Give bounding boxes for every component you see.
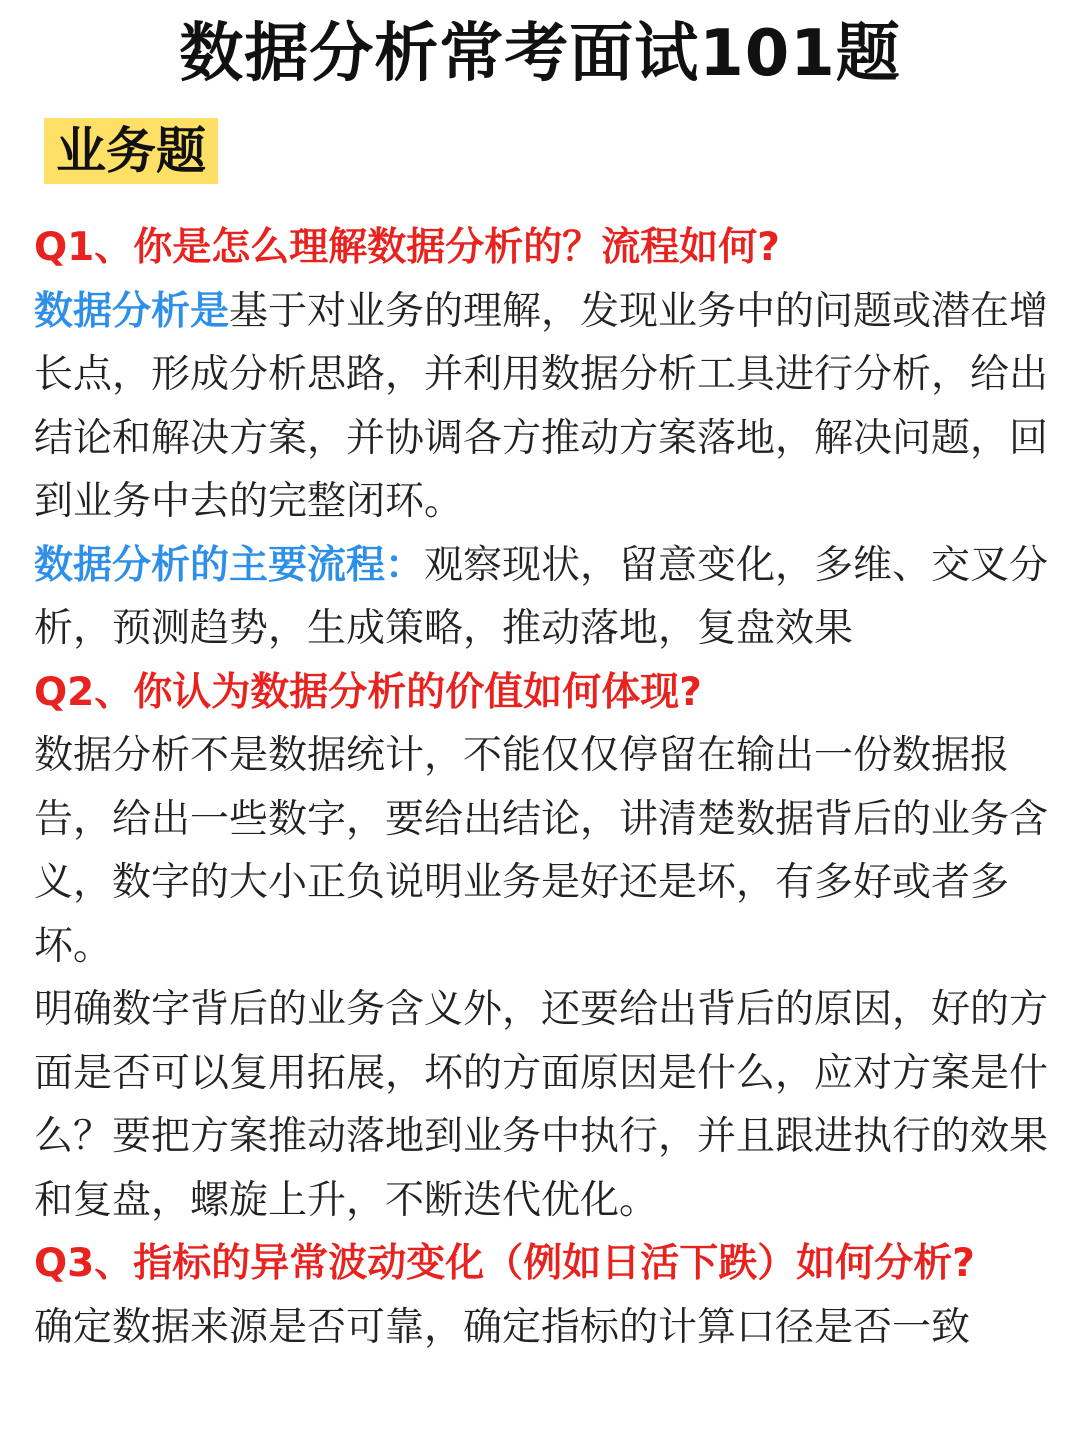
article-body: [34, 216, 1050, 1359]
answer-3-paragraph-1: 确定数据来源是否可靠，确定指标的计算口径是否一致: [34, 1304, 971, 1350]
answer-1-paragraph-1: [34, 280, 1050, 534]
question-3: Q3、指标的异常波动变化（例如日活下跌）如何分析?: [34, 1241, 975, 1286]
answer-1-text-2: 观察现状，留意变化，多维、交叉分析，预测趋势，生成策略，推动落地，复盘效果: [34, 542, 1049, 651]
question-1: Q1、你是怎么理解数据分析的？流程如何?: [34, 225, 780, 270]
question-2: Q2、你认为数据分析的价值如何体现?: [34, 669, 702, 715]
answer-1-text-1: 基于对业务的理解，发现业务中的问题或潜在增长点，形成分析思路，并利用数据分析工具进行分析，给出结论和解决方案，并协调各方推动方案落地，解决问题，回到业务中去的完整闭环。: [34, 288, 1049, 524]
answer-1-highlight-2: 数据分析的主要流程：: [34, 542, 425, 588]
section-label: 业务题: [44, 118, 218, 184]
answer-2-paragraph-2: 明确数字背后的业务含义外，还要给出背后的原因，好的方面是否可以复用拓展，坏的方面原因是什么，应对方案是什么？要把方案推动落地到业务中执行，并且跟进执行的效果和复盘，螺旋上升，不断迭代优化。: [34, 987, 1049, 1223]
answer-2-paragraph-1: 数据分析不是数据统计，不能仅仅停留在输出一份数据报告，给出一些数字，要给出结论，讲清楚数据背后的业务含义，数字的大小正负说明业务是好还是坏，有多好或者多坏。: [34, 733, 1049, 969]
answer-1-highlight-1: 数据分析是: [34, 288, 230, 334]
page-title: 数据分析常考面试101题: [179, 17, 901, 91]
answer-1-paragraph-2: [34, 534, 1050, 661]
